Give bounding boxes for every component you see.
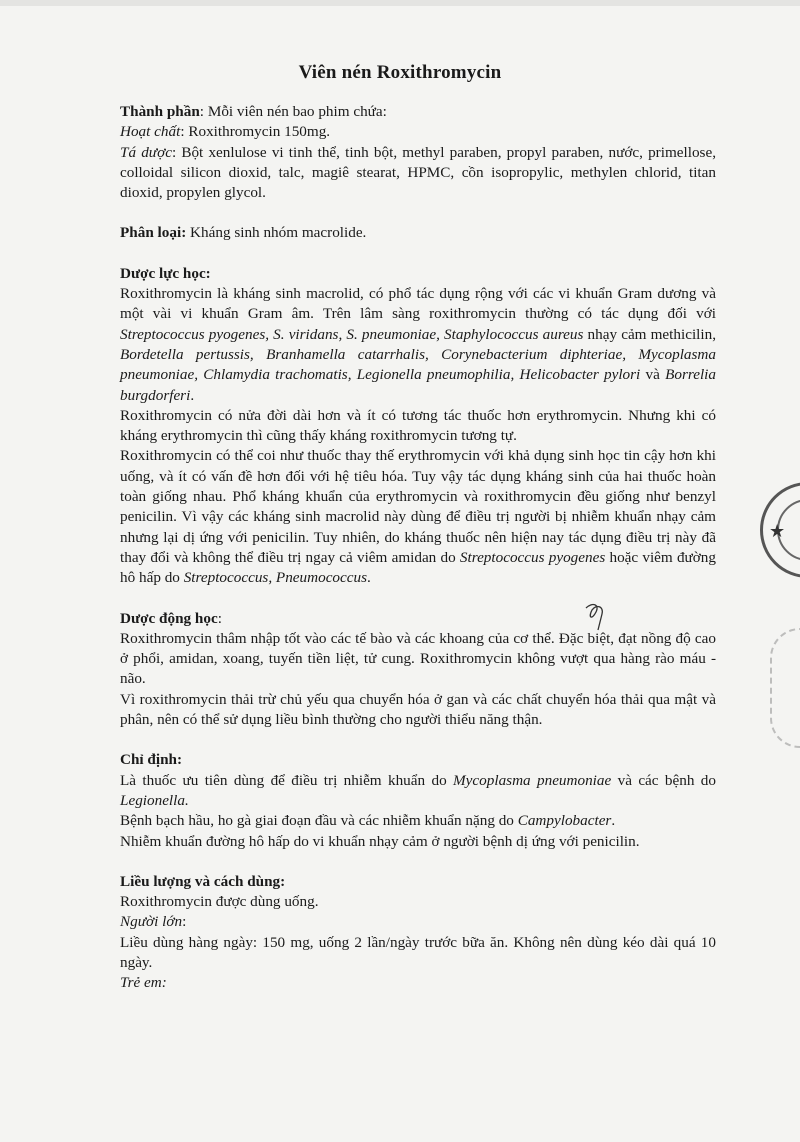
composition-heading: Thành phần bbox=[120, 103, 200, 120]
pd-p1-organisms-1: Streptococcus pyogenes, S. viridans, S. pneumoniae, Staphylococcus aureus bbox=[120, 325, 584, 343]
pd-p1-text-a: Roxithromycin là kháng sinh macrolid, có phổ tác dụng rộng với các vi khuẩn Gram dương và một vài vi khuẩn Gram âm. Trên lâm sàng roxithromycin thường có tác dụng đối với bbox=[120, 285, 716, 323]
pd-p3-organisms-1: Streptococcus pyogenes bbox=[459, 548, 606, 566]
indications-paragraph-3: Nhiễm khuẩn đường hô hấp do vi khuẩn nhạy cảm ở người bệnh dị ứng với penicilin. bbox=[120, 832, 640, 850]
pharmacokinetics-heading: Dược động học bbox=[120, 609, 218, 627]
section-indications bbox=[120, 750, 716, 851]
pharmacokinetics-paragraph-1: Roxithromycin thâm nhập tốt vào các tế bào và các khoang của cơ thể. Đặc biệt, đạt nồng độ cao ở phổi, amidan, xoang, tuyến tiền liệt, tử cung. Roxithromycin không vượt qua hàng rào máu - não. bbox=[120, 629, 716, 688]
classification-line bbox=[120, 223, 716, 243]
ind-p1-organism-1: Mycoplasma pneumoniae bbox=[453, 771, 612, 789]
dosage-adult-label: Người lớn bbox=[120, 913, 183, 931]
composition-intro: : Mỗi viên nén bao phim chứa: bbox=[199, 103, 387, 120]
pd-p3-text-b: hoặc viêm đường hô hấp do bbox=[120, 548, 716, 587]
section-pharmacodynamics bbox=[120, 264, 716, 589]
composition-line bbox=[120, 102, 716, 122]
dosage-adult-label-line bbox=[120, 912, 716, 932]
pharmacodynamics-heading-line bbox=[120, 264, 716, 284]
official-stamp bbox=[760, 482, 800, 578]
section-composition bbox=[120, 102, 716, 203]
dosage-heading-line bbox=[120, 872, 716, 892]
indications-heading: Chỉ định: bbox=[120, 751, 183, 769]
section-dosage bbox=[120, 872, 716, 994]
pd-p3-organisms-2: Streptococcus, Pneumococcus bbox=[183, 569, 368, 587]
pharmacokinetics-heading-colon: : bbox=[217, 609, 222, 627]
document-title: Viên nén Roxithromycin bbox=[298, 62, 502, 83]
pharmacodynamics-paragraph-1 bbox=[120, 284, 716, 406]
pd-p3-text-c: . bbox=[367, 569, 371, 587]
dosage-adult-colon: : bbox=[182, 913, 187, 931]
pd-p1-organisms-2: Bordetella pertussis, Branhamella catarrhalis, Corynebacterium diphteriae, Mycoplasma pneumoniae, Chlamydia trachomatis, Legionella pneumophilia, Helicobacter pylori bbox=[120, 345, 716, 384]
stamp-star-icon: ★ bbox=[769, 521, 786, 541]
active-ingredient-line bbox=[120, 122, 716, 142]
dosage-child-label: Trẻ em: bbox=[120, 974, 167, 992]
indications-paragraph-2 bbox=[120, 811, 716, 831]
excipient-text: : Bột xenlulose vi tinh thể, tinh bột, methyl paraben, propyl paraben, nước, primellose, colloidal silicon dioxid, talc, magiê stearat, HPMC, cồn isopropylic, methylen chlorid, titan dioxid, propylen glycol. bbox=[120, 143, 716, 202]
ind-p2-organism: Campylobacter bbox=[517, 812, 612, 830]
dosage-adult-text: Liều dùng hàng ngày: 150 mg, uống 2 lần/ngày trước bữa ăn. Không nên dùng kéo dài quá 10 ngày. bbox=[120, 933, 716, 971]
pharmacokinetics-heading-line bbox=[120, 609, 716, 629]
indications-paragraph-1 bbox=[120, 771, 716, 812]
scan-edge bbox=[0, 0, 800, 6]
ind-p2-text-b: . bbox=[611, 812, 616, 830]
pd-p3-text-a: Roxithromycin có thể coi như thuốc thay thế erythromycin với khả dụng sinh học tin cậy hơn khi uống, và ít có vấn đề hơn đối với hệ tiêu hóa. Tuy vậy tác dụng kháng sinh của hai thuốc hoàn toàn giống nhau. Phổ kháng khuẩn của erythromycin và roxithromycin đều giống như benzyl penicilin. Vì vậy các kháng sinh macrolid này dùng để điều trị người bị nhiễm khuẩn nhạy cảm nhưng lại dị ứng với penicilin. Tuy nhiên, do kháng thuốc nên hiện nay tác dụng điều trị này đã thay đổi và không thể điều trị ngay cả viêm amidan do bbox=[120, 447, 716, 566]
pd-p1-text-c: và bbox=[640, 366, 666, 384]
section-pharmacokinetics bbox=[120, 609, 716, 731]
ind-p2-text-a: Bệnh bạch hầu, ho gà giai đoạn đầu và các nhiễm khuẩn nặng do bbox=[120, 812, 518, 830]
active-label: Hoạt chất bbox=[120, 123, 181, 141]
pd-p1-text-d: . bbox=[190, 386, 195, 404]
section-classification bbox=[120, 223, 716, 243]
dosage-heading: Liều lượng và cách dùng: bbox=[120, 872, 286, 890]
excipient-line bbox=[120, 143, 716, 204]
excipient-label: Tá dược bbox=[120, 143, 172, 161]
ind-p1-organism-2: Legionella. bbox=[120, 791, 189, 809]
ind-p1-text-b: và các bệnh do bbox=[611, 771, 716, 789]
dosage-child-label-line bbox=[120, 973, 716, 993]
pd-p1-text-b: nhạy cảm methicilin, bbox=[583, 325, 716, 343]
pharmacokinetics-paragraph-2: Vì roxithromycin thải trừ chủ yếu qua chuyển hóa ở gan và các chất chuyển hóa thải qua mật và phân, nên có thể sử dụng liều bình thường cho người thiểu năng thận. bbox=[120, 690, 716, 729]
pharmacodynamics-heading: Dược lực học: bbox=[120, 264, 211, 282]
classification-text: Kháng sinh nhóm macrolide. bbox=[186, 224, 367, 242]
indications-heading-line bbox=[120, 750, 716, 770]
dosage-paragraph-1: Roxithromycin được dùng uống. bbox=[120, 893, 319, 911]
pharmacodynamics-paragraph-3 bbox=[120, 446, 716, 588]
pharmacodynamics-paragraph-2: Roxithromycin có nửa đời dài hơn và ít có tương tác thuốc hơn erythromycin. Nhưng khi có kháng erythromycin thì cũng thấy kháng roxithromycin tương tự. bbox=[120, 406, 716, 445]
active-text: : Roxithromycin 150mg. bbox=[180, 123, 331, 141]
pd-p1-organisms-3: Borrelia burgdorferi bbox=[120, 366, 716, 404]
ind-p1-text-a: Là thuốc ưu tiên dùng để điều trị nhiễm khuẩn do bbox=[120, 771, 454, 789]
handwritten-initials bbox=[582, 600, 608, 634]
document-body bbox=[120, 102, 716, 994]
classification-heading: Phân loại: bbox=[120, 224, 187, 242]
seal-mark bbox=[770, 628, 800, 748]
